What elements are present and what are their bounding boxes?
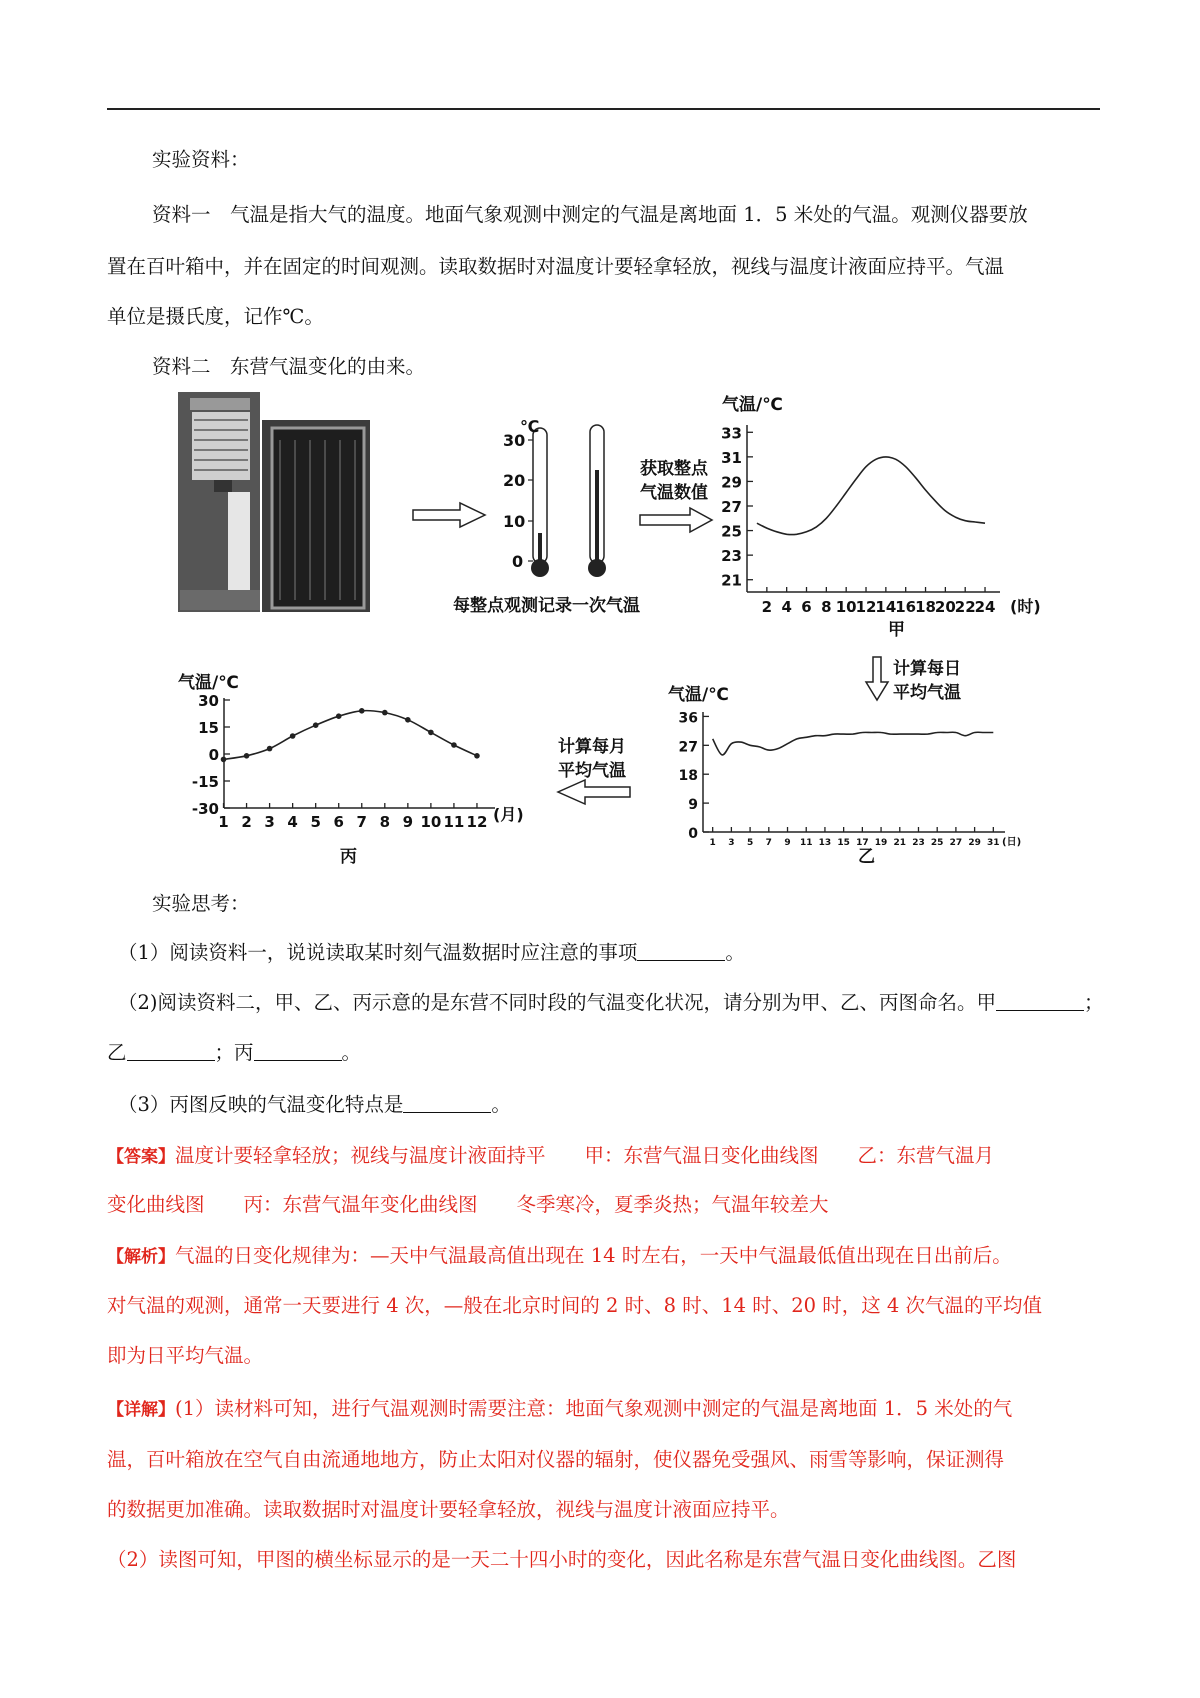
question-3 bbox=[118, 1088, 511, 1122]
yearly-x-tick-label: 10 bbox=[420, 813, 442, 831]
yearly-data-point bbox=[405, 717, 411, 723]
thermometer-unit: ℃ bbox=[520, 417, 540, 436]
detail-line2: 温，百叶箱放在空气自由流通地地方，防止太阳对仪器的辐射，使仪器免受强风、雨雪等影响，保证测得 bbox=[107, 1448, 1005, 1471]
questions-heading: 实验思考： bbox=[152, 892, 250, 915]
thermometer-tick: 0 bbox=[512, 552, 524, 571]
arrow-daily-label-1: 计算每日 bbox=[893, 659, 961, 679]
yearly-x-tick-label: 12 bbox=[466, 813, 488, 831]
yearly-data-point bbox=[451, 742, 457, 748]
thermometer-tick: 10 bbox=[503, 512, 526, 531]
yearly-data-point bbox=[290, 733, 296, 739]
detail-line3: 的数据更加准确。读取数据时对温度计要轻拿轻放，视线与温度计液面应持平。 bbox=[107, 1498, 790, 1521]
question-1 bbox=[118, 936, 745, 970]
question-2 bbox=[118, 986, 1104, 1020]
yearly-data-point bbox=[221, 757, 227, 763]
hourly-x-tick-label: 2 bbox=[761, 598, 773, 616]
monthly-x-tick-label: 31 bbox=[987, 838, 1000, 848]
yearly-y-tick-label: 0 bbox=[208, 746, 219, 764]
weather-screen-photo bbox=[178, 392, 370, 612]
material-two-text: 东营气温变化的由来。 bbox=[230, 355, 426, 378]
yearly-x-tick-label: 1 bbox=[218, 813, 229, 831]
question-3-end: 。 bbox=[491, 1093, 511, 1116]
monthly-x-tick-label: 15 bbox=[837, 838, 850, 848]
monthly-x-tick-label: 5 bbox=[746, 838, 754, 848]
thermometer-tick: 20 bbox=[503, 471, 526, 490]
thermometer-right bbox=[588, 425, 606, 577]
hourly-x-tick-label: 12 bbox=[855, 598, 877, 616]
chart-monthly-ylabel: 气温/℃ bbox=[668, 685, 729, 705]
monthly-y-tick-label: 9 bbox=[688, 797, 698, 814]
answer-line2: 变化曲线图 丙：东营气温年变化曲线图 冬季寒冷，夏季炎热；气温年较差大 bbox=[107, 1193, 829, 1216]
question-2-text: （2)阅读资料二，甲、乙、丙示意的是东营不同时段的气温变化状况，请分别为甲、乙、丙图命名。甲 bbox=[118, 991, 997, 1014]
yearly-x-tick-label: 11 bbox=[443, 813, 465, 831]
chart-hourly-series-line bbox=[757, 457, 985, 535]
analysis-line3: 即为日平均气温。 bbox=[107, 1344, 264, 1367]
detail-line1 bbox=[107, 1392, 1012, 1427]
hourly-y-tick-label: 21 bbox=[721, 571, 742, 590]
yearly-x-tick-label: 7 bbox=[356, 813, 367, 831]
yearly-x-tick-label: 8 bbox=[379, 813, 391, 831]
temperature-figure bbox=[0, 385, 1200, 865]
answer-blank-1[interactable] bbox=[637, 938, 725, 961]
arrow-down-daily bbox=[866, 657, 888, 700]
chart-yearly-series-line bbox=[224, 711, 478, 760]
answer-blank-yi[interactable] bbox=[127, 1038, 215, 1061]
detail-tag: 【详解】 bbox=[107, 1400, 175, 1420]
answer-tag: 【答案】 bbox=[107, 1147, 175, 1167]
yearly-x-tick-label: 2 bbox=[241, 813, 252, 831]
monthly-x-tick-label: 19 bbox=[874, 838, 888, 848]
yearly-y-tick-label: 30 bbox=[198, 692, 219, 710]
analysis-line2: 对气温的观测，通常一天要进行 4 次，—般在北京时间的 2 时、8 时、14 时、20 时，这 4 次气温的平均值 bbox=[107, 1294, 1043, 1317]
yearly-data-point bbox=[244, 753, 250, 759]
chart-hourly-title: 甲 bbox=[888, 620, 905, 640]
monthly-x-tick-label: 21 bbox=[893, 838, 907, 848]
analysis-text1: 气温的日变化规律为：—天中气温最高值出现在 14 时左右，一天中气温最低值出现在日出前后。 bbox=[175, 1244, 1012, 1267]
thermometer-left bbox=[528, 428, 549, 577]
hourly-x-tick-label: 14 bbox=[875, 598, 897, 616]
chart-monthly bbox=[668, 684, 1021, 865]
arrow-to-thermometer bbox=[413, 503, 485, 527]
yearly-x-tick-label: 4 bbox=[287, 813, 298, 831]
material-one-label: 资料一 bbox=[152, 203, 211, 226]
chart-yearly-ylabel: 气温/℃ bbox=[178, 673, 239, 693]
material-one-line2: 置在百叶箱中，并在固定的时间观测。读取数据时对温度计要轻拿轻放，视线与温度计液面应持平。气温 bbox=[107, 255, 1005, 278]
yearly-data-point bbox=[474, 753, 480, 759]
question-1-text: （1）阅读资料一，说说读取某时刻气温数据时应注意的事项 bbox=[118, 941, 638, 964]
hourly-y-tick-label: 31 bbox=[721, 448, 742, 467]
yearly-x-tick-label: 6 bbox=[333, 813, 344, 831]
yearly-data-point bbox=[267, 746, 273, 752]
arrow-hourly-label-1: 获取整点 bbox=[640, 459, 708, 479]
arrow-daily-label-2: 平均气温 bbox=[893, 683, 961, 703]
yearly-y-tick-label: -30 bbox=[191, 800, 219, 818]
monthly-x-tick-label: 23 bbox=[912, 838, 925, 848]
hourly-x-tick-label: 16 bbox=[895, 598, 917, 616]
yearly-data-point bbox=[428, 730, 434, 736]
hourly-x-tick-label: 10 bbox=[835, 598, 857, 616]
yearly-data-point bbox=[359, 708, 365, 714]
chart-yearly-xlabel: (月) bbox=[493, 805, 524, 824]
question-1-end: 。 bbox=[725, 941, 745, 964]
answer-line1 bbox=[107, 1139, 994, 1174]
hourly-y-tick-label: 33 bbox=[721, 424, 742, 443]
hourly-y-tick-label: 23 bbox=[721, 547, 742, 566]
answer-blank-bing[interactable] bbox=[254, 1038, 342, 1061]
materials-heading: 实验资料： bbox=[152, 148, 250, 171]
hourly-x-tick-label: 4 bbox=[781, 598, 792, 616]
question-2-yi: 乙 bbox=[107, 1041, 127, 1064]
detail-line4: （2）读图可知，甲图的横坐标显示的是一天二十四小时的变化，因此名称是东营气温日变化曲线图。乙图 bbox=[107, 1548, 1017, 1571]
monthly-x-tick-label: 11 bbox=[799, 838, 813, 848]
monthly-x-tick-label: 1 bbox=[709, 838, 716, 848]
question-2-bing: ；丙 bbox=[214, 1041, 254, 1064]
analysis-tag: 【解析】 bbox=[107, 1247, 175, 1267]
yearly-x-tick-label: 5 bbox=[310, 813, 321, 831]
chart-hourly bbox=[721, 394, 1041, 640]
chart-hourly-xlabel: (时) bbox=[1010, 597, 1041, 616]
monthly-y-tick-label: 27 bbox=[678, 739, 698, 756]
yearly-x-tick-label: 9 bbox=[402, 813, 414, 831]
answer-text1: 温度计要轻拿轻放；视线与温度计液面持平 甲：东营气温日变化曲线图 乙：东营气温月 bbox=[175, 1144, 995, 1167]
answer-blank-3[interactable] bbox=[403, 1090, 491, 1113]
answer-blank-jia[interactable] bbox=[996, 988, 1084, 1011]
material-two-label: 资料二 bbox=[152, 355, 211, 378]
monthly-y-tick-label: 0 bbox=[688, 826, 698, 842]
arrow-left-monthly bbox=[558, 780, 630, 804]
material-one-text: 气温是指大气的温度。地面气象观测中测定的气温是离地面 1．5 米处的气温。观测仪器要放 bbox=[230, 203, 1028, 226]
question-2-line2 bbox=[107, 1036, 361, 1070]
question-2-sep: ； bbox=[1084, 991, 1104, 1014]
material-one-line3: 单位是摄氏度，记作℃。 bbox=[107, 305, 324, 328]
yearly-data-point bbox=[382, 710, 388, 716]
caption-observe: 每整点观测记录一次气温 bbox=[453, 596, 640, 616]
monthly-x-tick-label: 17 bbox=[856, 838, 869, 848]
arrow-hourly-label-2: 气温数值 bbox=[640, 483, 708, 503]
chart-yearly bbox=[178, 672, 524, 865]
material-two bbox=[152, 350, 425, 384]
monthly-x-tick-label: 29 bbox=[968, 838, 981, 848]
chart-yearly-title: 丙 bbox=[340, 847, 357, 865]
thermometer-tick: 30 bbox=[503, 431, 526, 450]
question-3-text: （3）丙图反映的气温变化特点是 bbox=[118, 1093, 404, 1116]
monthly-x-tick-label: 27 bbox=[949, 838, 963, 848]
question-2-end: 。 bbox=[341, 1041, 362, 1064]
arrow-monthly-label-2: 平均气温 bbox=[558, 761, 626, 781]
hourly-x-tick-label: 24 bbox=[974, 598, 996, 616]
chart-monthly-xlabel: (日) bbox=[1002, 837, 1022, 848]
detail-text1: (1）读材料可知，进行气温观测时需要注意：地面气象观测中测定的气温是离地面 1．5 米处的气 bbox=[175, 1397, 1013, 1420]
header-rule bbox=[107, 108, 1100, 110]
chart-monthly-series-line bbox=[713, 732, 994, 755]
hourly-x-tick-label: 20 bbox=[934, 598, 956, 616]
arrow-monthly-label-1: 计算每月 bbox=[558, 737, 626, 757]
yearly-x-tick-label: 3 bbox=[264, 813, 275, 831]
monthly-x-tick-label: 9 bbox=[784, 838, 791, 848]
hourly-x-tick-label: 22 bbox=[954, 598, 976, 616]
analysis-line1 bbox=[107, 1239, 1012, 1274]
hourly-x-tick-label: 8 bbox=[821, 598, 832, 616]
monthly-y-tick-label: 36 bbox=[678, 710, 698, 727]
chart-hourly-ylabel: 气温/℃ bbox=[722, 395, 783, 415]
hourly-y-tick-label: 29 bbox=[721, 473, 742, 492]
yearly-y-tick-label: 15 bbox=[198, 719, 219, 737]
material-one-line1 bbox=[152, 198, 1028, 232]
yearly-y-tick-label: -15 bbox=[191, 773, 219, 791]
monthly-y-tick-label: 18 bbox=[678, 768, 698, 785]
yearly-data-point bbox=[313, 722, 319, 728]
chart-monthly-title: 乙 bbox=[858, 847, 875, 865]
hourly-y-tick-label: 27 bbox=[721, 498, 742, 516]
arrow-to-hourly-chart bbox=[640, 508, 712, 532]
hourly-y-tick-label: 25 bbox=[721, 522, 742, 541]
monthly-x-tick-label: 7 bbox=[765, 838, 772, 848]
monthly-x-tick-label: 3 bbox=[728, 838, 735, 848]
monthly-x-tick-label: 13 bbox=[818, 838, 832, 848]
yearly-data-point bbox=[336, 713, 342, 719]
hourly-x-tick-label: 6 bbox=[801, 598, 812, 616]
monthly-x-tick-label: 25 bbox=[930, 838, 944, 848]
hourly-x-tick-label: 18 bbox=[915, 598, 936, 616]
